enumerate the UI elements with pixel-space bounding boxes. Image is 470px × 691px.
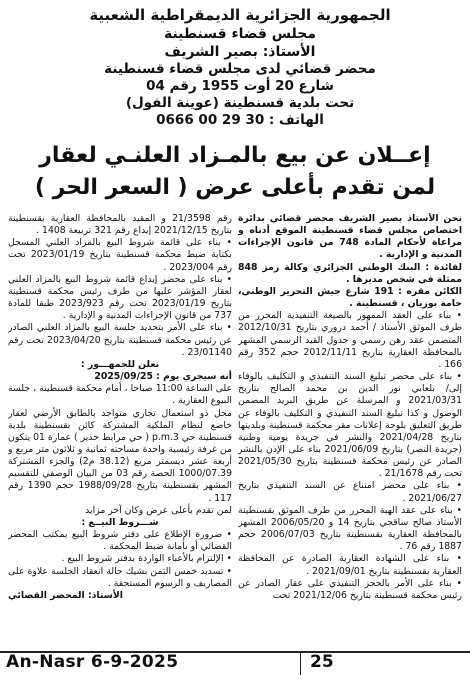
announcement-title [14,140,456,204]
paragraph: على الساعة 11:00 صباحا ، أمام محكمة قسنطينة ، جلسة البيوع العقارية . [8,383,232,407]
left-column-paragraphs [8,213,232,590]
paragraph: أنه سيجري يوم : 2025/09/25 [94,371,232,383]
right-column [238,213,462,651]
paragraph: • بناء على محضر إيداع قائمة شروط البيع بالمزاد العلني لعقار المؤشر عليها من طرف رئيس محكمة قسنطينة بتاريخ 2023/01/19 تحت رقم 2023/923 طبقا للمادة 737 من قانون الإجراءات المدنية و الإدارية . [8,273,232,322]
paragraph: • بناء على عقد الهبة المحرر من طرف الموثق بقسنطينة الأستاذ صالح ساقجي بتاريخ 14 و 2006/05/20 المشهر بالمحافظة العقارية بقسنطينة بتاريخ 2006/07/03 حجم 1887 رقم 76 . [238,504,462,553]
body-columns [6,213,464,651]
office-line: محضر قضائي لدى مجلس قضاء قسنطينة [104,61,376,77]
title-line-2: لمن تقدم بأعلى عرض ( السعر الحر ) [34,175,436,200]
paragraph: • تسديد خمس الثمن بشيك حالة انعقاد الجلسة علاوة على المصاريف و الرسوم المستحقة . [8,565,232,589]
paragraph: • بناء على الأمر بتحديد جلسة البيع بالمزاد العلني الصادر عن رئيس محكمة قسنطينة بتاريخ 2023/04/20 تحت رقم 23/01140 . [8,322,232,358]
paragraph: الكائن مقره : 191 شارع جيش التحرير الوطني، حامة بوزيان ، قسنطينة . [238,285,462,310]
paragraph: نحن الأستاذ بصير الشريف محضر قضائي بدائرة اختصاص مجلس قضاء قسنطينة الموقع أدناه و مراعاة لأحكام المادة 748 من قانون الإجراءات المدنية و الإدارية . [238,213,462,261]
council-line: مجلس قضاء قسنطينة [163,26,317,42]
signature: الأستاذ: المحضر القضائي [8,589,123,601]
street-line: شارع 20 أوت 1955 رقم 04 [146,78,334,94]
paragraph: لمن تقدم بأعلى عرض وكان آخر مزايد [85,504,232,516]
paragraph: لفائدة : البنك الوطني الجزائري وكالة رمز 848 ممثلة في شخص مديرها . [238,261,462,285]
municipality-line: تحت بلدية قسنطينة (عوينة الفول) [125,95,355,111]
paragraph: • بناء على الشهادة العقارية الصادرة عن المحافظة العقارية بقسنطينة بتاريخ 2021/09/01 . [238,553,462,577]
paragraph: رقم 21/3598 و المقيد بالمحافظة العقارية بقسنطينة بتاريخ 2021/12/15 إيداع رقم 321 تربيعة 1408 . [8,213,232,237]
republic-line: الجمهورية الجزائرية الديمقراطية الشعبية [89,6,391,24]
paragraph: • بناء على العقد الممهور بالصيغة التنفيذية المحرر من طرف الموثق الأستاذ / أحمد دروري بتاريخ 2012/10/31 المتضمن عقد رهن رسمي و جدول القيد الرسمي المشهر بالمحافظة العقارية بتاريخ 2012/11/11 حجم 352 رقم 166 . [238,310,462,370]
footer-divider [300,651,301,675]
title-line-1: إعــلان عن بيع بالمـزاد العلنـي لعقار [39,143,431,168]
paragraph: • بناء على قائمة شروط البيع بالمزاد العلني المسجل بكتابة ضبط محكمة قسنطينة بتاريخ 2023/01/19 تحت رقم 2023/004 . [8,237,232,273]
paragraph: محل ذو استعمال تجاري متواجد بالطابق الأرضي لعقار خاضع لنظام الملكية المشتركة كائن بقسنطينة بلدية قسنطينة حي p.m.3 ( حي مرابط خذير ) عمارة 01 يتكون من غرفة رئيسية واحدة مساحته ثمانية و ثلاثون متر مربع و أربعة عشر ديسمتر مربع (38.12 م2) والجزء المشتركة 1000/07.39 الحصة رقم 03 من البيان الوصفي للتقسيم المشهر بقسنطينة بتاريخ 1988/09/28 حجم 1390 رقم 117 . [8,407,232,504]
header-block [20,6,460,129]
paragraph: نعلن للجمهـــور : [80,358,160,370]
page-number: 25 [310,652,334,672]
paragraph: • بناء على الأمر بالحجز التنفيذي على عقار الصادر عن رئيس محكمة قسنطينة بتاريخ 2021/12/06 تحت [238,577,462,601]
paragraph: • بناء على محضر امتناع عن السند التنفيذي بتاريخ 2021/06/27 . [238,480,462,504]
left-column [8,213,232,651]
paragraph: • بناء على محضر تبليغ السند التنفيذي و التكليف بالوفاء إلى/ بلعابي نور الدين بن محمد الصالح بتاريخ 2021/03/31 و المرسلة عن طريق البريد المضمن الوصول و كذا تبليغ السند التنفيذي و التكليف بالوفاء عن طريق التعليق بلوحة إعلانات مقر محكمة قسنطينة وبلديتها بتاريخ 2021/04/28 والنشر في جريدة يومية وطنية (جريدة النصر) بتاريخ 2021/06/09 بناء على الإذن بالنشر الصادر عن رئيس محكمة قسنطينة بتاريخ 2021/05/30 تحت رقم 21/1678 . [238,371,462,480]
paragraph: شـــروط البيــع : [81,516,159,528]
paragraph: • ضرورة الإطلاع على دفتر شروط البيع بمكتب المحضر القضائي أو بأمانة ضبط المحكمة . [8,529,232,553]
phone-line: الهاتف : 30 29 00 0666 [156,112,324,128]
paragraph: • الإلتزام بالأعباء الواردة بدفتر شروط البيع . [61,553,232,565]
publication-date: An-Nasr 6-9-2025 [6,652,179,672]
attorney-line: الأستاذ: بصير الشريف [164,44,316,60]
